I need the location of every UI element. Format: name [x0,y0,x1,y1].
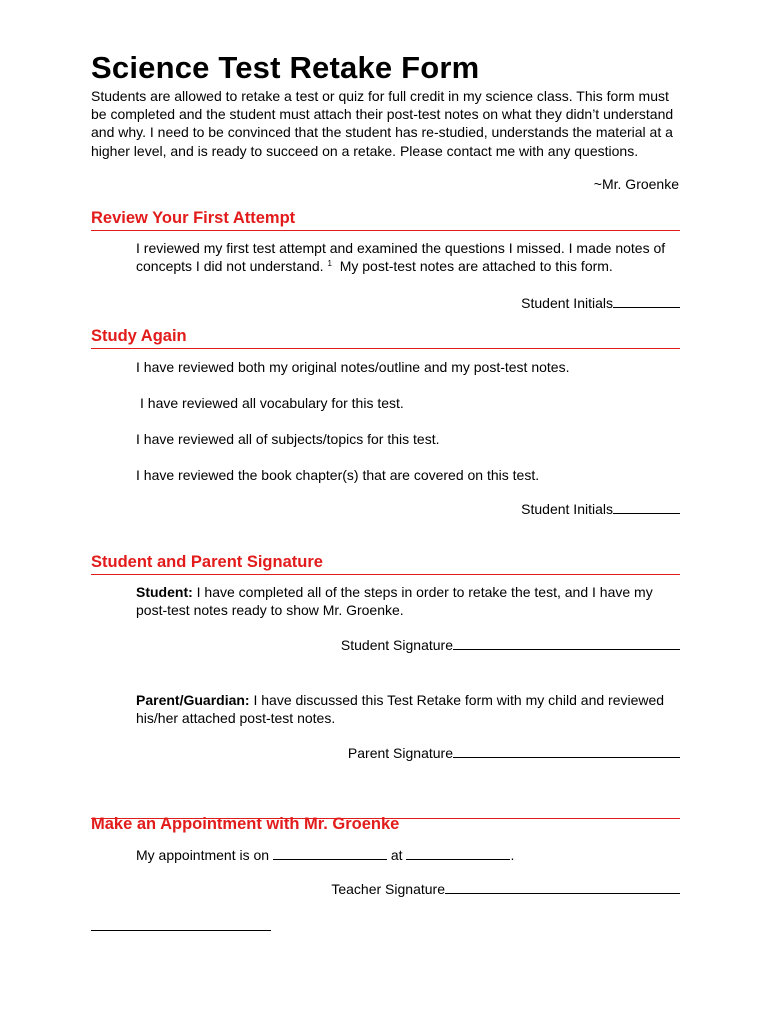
review-initials-row [521,295,680,311]
study-item: I have reviewed the book chapter(s) that are covered on this test. [136,467,540,483]
footnote-separator [91,930,271,931]
parent-statement [136,691,681,727]
study-initials-field[interactable] [613,501,680,514]
appointment-middle: at [390,847,403,863]
parent-signature-field[interactable] [453,745,680,758]
student-label: Student: [136,584,193,600]
intro-paragraph: Students are allowed to retake a test or quiz for full credit in my science class. This form must be completed and the student must attach their post-test notes on what they didn’t understand and why. I need to be convinced that the student has re-studied, understands the material at a higher level, and is ready to succeed on a retake. Please contact me with any questions. [91,88,674,159]
review-initials-field[interactable] [613,295,680,308]
parent-signature-row [348,745,680,761]
student-statement [136,583,681,619]
student-signature-row [341,637,680,653]
student-signature-label: Student Signature [340,637,453,653]
parent-label: Parent/Guardian: [136,692,250,708]
appointment-time-field[interactable] [406,847,510,860]
parent-signature-label: Parent Signature [347,745,453,761]
study-initials-label: Student Initials [521,501,613,517]
review-text-b: My post-test notes are attached to this form. [339,258,613,275]
appointment-suffix: . [510,847,515,863]
parent-text: I have discussed this Test Retake form with my child and reviewed his/her attached post-test notes. [136,692,665,727]
study-initials-row [521,501,680,517]
section-heading-signature: Student and Parent Signature [91,553,680,575]
study-item: I have reviewed all vocabulary for this test. [140,395,404,411]
teacher-signature-field[interactable] [445,881,680,894]
review-text-a: I reviewed my first test attempt and examined the questions I missed. I made notes of concepts I did not understand. [136,240,666,275]
review-initials-label: Student Initials [521,295,613,311]
section-heading-study: Study Again [91,327,680,349]
review-statement [136,239,681,275]
study-item: I have reviewed both my original notes/outline and my post-test notes. [136,359,570,375]
section-heading-appointment: Make an Appointment with Mr. Groenke [91,815,400,833]
study-item: I have reviewed all of subjects/topics for this test. [136,431,440,447]
appointment-date-field[interactable] [273,847,387,860]
footnote-marker: 1 [327,259,332,269]
appointment-row [136,846,681,864]
student-signature-field[interactable] [453,637,680,650]
student-text: I have completed all of the steps in order to retake the test, and I have my post-test notes ready to show Mr. Groenke. [136,584,653,619]
author-signoff: ~Mr. Groenke [593,176,679,192]
page-title: Science Test Retake Form [91,50,480,85]
teacher-signature-row [331,881,680,897]
appointment-prefix: My appointment is on [136,847,270,863]
teacher-signature-label: Teacher Signature [331,881,445,897]
section-heading-review: Review Your First Attempt [91,209,680,231]
